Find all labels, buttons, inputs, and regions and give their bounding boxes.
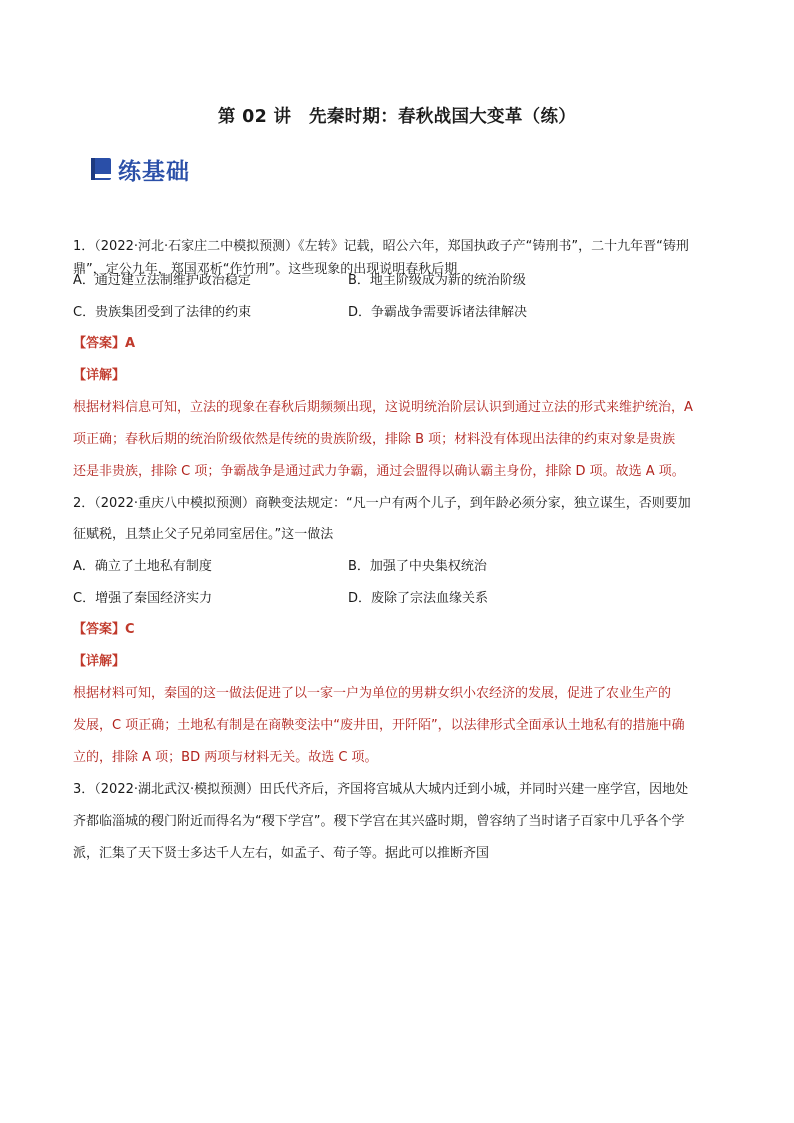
- question-2-option-b: B．加强了中央集权统治: [348, 559, 487, 574]
- question-1-explanation-line3: 还是非贵族，排除 C 项；争霸战争是通过武力争霸，通过会盟得以确认霸主身份，排除 D 项。故选 A 项。: [73, 464, 685, 479]
- question-2-detail-label: 【详解】: [73, 654, 126, 669]
- question-3-stem-line1: 3．（2022·湖北武汉·模拟预测）田氏代齐后，齐国将宫城从大城内迁到小城，并同时兴建一座学宫，因地处: [73, 782, 689, 797]
- question-1-option-a: A．通过建立法制维护政治稳定: [73, 273, 251, 288]
- question-2-option-c: C．增强了秦国经济实力: [73, 591, 213, 606]
- question-2-explanation-line2: 发展，C 项正确；土地私有制是在商鞅变法中“废井田，开阡陌”，以法律形式全面承认土地私有的措施中确: [73, 718, 685, 733]
- question-2-stem-line2: 征赋税，且禁止父子兄弟同室居住。”这一做法: [73, 527, 334, 542]
- section-header: [88, 152, 190, 186]
- question-2-option-a: A．确立了土地私有制度: [73, 559, 212, 574]
- question-1-explanation-line2: 项正确；春秋后期的统治阶级依然是传统的贵族阶级，排除 B 项；材料没有体现出法律的约束对象是贵族: [73, 432, 676, 447]
- question-2-explanation-line3: 立的，排除 A 项；BD 两项与材料无关。故选 C 项。: [73, 750, 378, 765]
- page-title: 第 02 讲 先秦时期：春秋战国大变革（练）: [217, 107, 577, 127]
- question-3-stem-line2: 齐都临淄城的稷门附近而得名为“稷下学宫”。稷下学宫在其兴盛时期，曾容纳了当时诸子百家中几乎各个学: [73, 814, 685, 829]
- question-1-option-b: B．地主阶级成为新的统治阶级: [348, 273, 526, 288]
- question-2-option-d: D．废除了宗法血缘关系: [348, 591, 489, 606]
- question-1-stem-line2: 鼎”，定公九年，郑国邓析“作竹刑”。这些现象的出现说明春秋后期: [73, 262, 458, 277]
- question-1-explanation-line1: 根据材料信息可知，立法的现象在春秋后期频频出现，这说明统治阶层认识到通过立法的形式来维护统治，A: [73, 400, 693, 415]
- question-1-option-c: C．贵族集团受到了法律的约束: [73, 305, 252, 320]
- question-2-explanation-line1: 根据材料可知，秦国的这一做法促进了以一家一户为单位的男耕女织小农经济的发展，促进了农业生产的: [73, 686, 672, 701]
- question-1-answer: 【答案】A: [73, 336, 136, 351]
- question-2-stem-line1: 2．（2022·重庆八中模拟预测）商鞅变法规定：“凡一户有两个儿子，到年龄必须分家，独立谋生，否则要加: [73, 496, 691, 511]
- book-icon: [88, 156, 114, 182]
- section-label: 练基础: [118, 158, 190, 185]
- question-1-detail-label: 【详解】: [73, 368, 126, 383]
- question-3-stem-line3: 派，汇集了天下贤士多达千人左右，如孟子、荀子等。据此可以推断齐国: [73, 846, 490, 861]
- question-1-option-d: D．争霸战争需要诉诸法律解决: [348, 305, 528, 320]
- question-1-stem-line1: 1．（2022·河北·石家庄二中模拟预测）《左转》记载，昭公六年，郑国执政子产“铸刑书”，二十九年晋“铸刑: [73, 239, 689, 254]
- question-2-answer: 【答案】C: [73, 622, 135, 637]
